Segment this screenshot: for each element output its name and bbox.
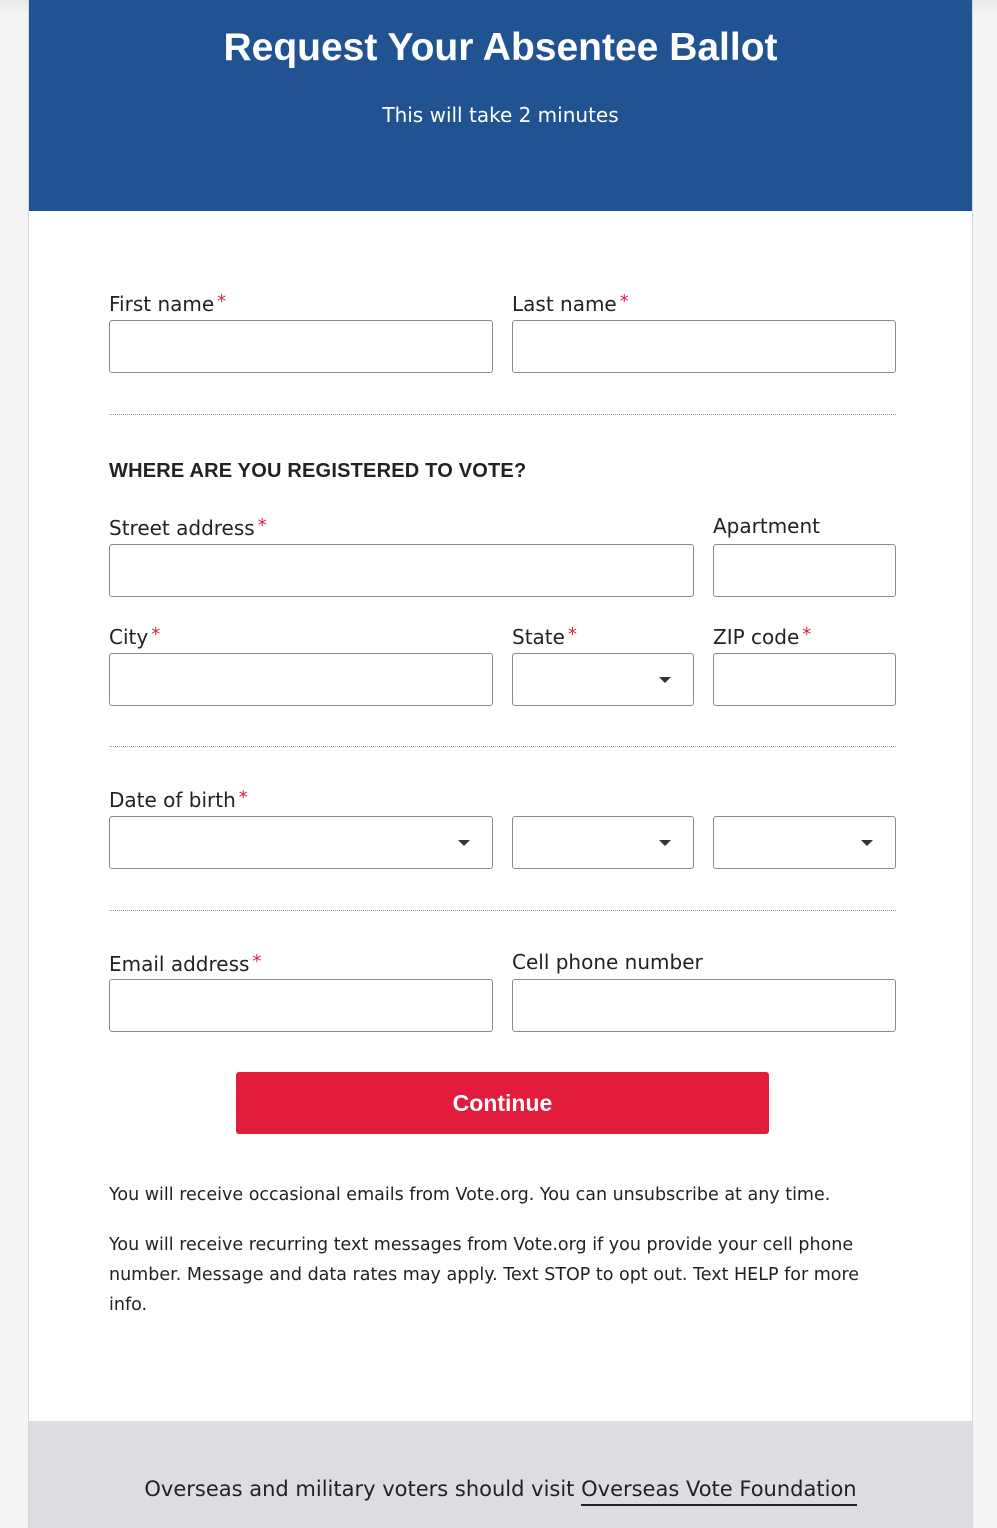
footer xyxy=(29,1421,972,1528)
section-divider xyxy=(109,414,896,415)
zip-code-input[interactable] xyxy=(714,654,895,705)
header-banner xyxy=(29,0,972,211)
ballot-request-card xyxy=(28,0,973,1528)
page-title: Request Your Absentee Ballot xyxy=(223,26,778,69)
last-name-input[interactable] xyxy=(513,321,895,372)
email-field[interactable] xyxy=(109,979,493,1032)
apartment-field[interactable] xyxy=(713,544,896,597)
required-marker: * xyxy=(252,951,262,972)
first-name-input[interactable] xyxy=(110,321,492,372)
apartment-input[interactable] xyxy=(714,545,895,596)
continue-button[interactable]: Continue xyxy=(236,1072,769,1134)
zip-code-label: ZIP code * xyxy=(713,624,812,649)
required-marker: * xyxy=(802,624,812,645)
email-notice: You will receive occasional emails from Vote.org. You can unsubscribe at any time. xyxy=(109,1185,831,1205)
required-marker: * xyxy=(151,624,161,645)
date-of-birth-label: Date of birth * xyxy=(109,787,248,812)
state-select[interactable] xyxy=(512,653,694,706)
caret-down-icon xyxy=(861,840,873,846)
zip-code-field[interactable] xyxy=(713,653,896,706)
street-address-field[interactable] xyxy=(109,544,694,597)
dob-year-select[interactable] xyxy=(713,816,896,869)
city-field[interactable] xyxy=(109,653,493,706)
first-name-label: First name * xyxy=(109,291,227,316)
state-label: State * xyxy=(512,624,577,649)
cell-phone-input[interactable] xyxy=(513,980,895,1031)
apartment-label: Apartment xyxy=(713,514,821,538)
required-marker: * xyxy=(567,624,577,645)
footer-text: Overseas and military voters should visit Overseas Vote Foundation xyxy=(29,1477,972,1501)
cell-phone-field[interactable] xyxy=(512,979,896,1032)
dob-day-select[interactable] xyxy=(512,816,694,869)
first-name-field[interactable] xyxy=(109,320,493,373)
caret-down-icon xyxy=(659,840,671,846)
cell-phone-label: Cell phone number xyxy=(512,950,703,974)
section-divider xyxy=(109,746,896,747)
email-input[interactable] xyxy=(110,980,492,1031)
street-address-label: Street address * xyxy=(109,515,267,540)
page-subtitle: This will take 2 minutes xyxy=(382,103,619,127)
dob-month-select[interactable] xyxy=(109,816,493,869)
caret-down-icon xyxy=(659,677,671,683)
sms-notice: You will receive recurring text messages from Vote.org if you provide your cell phone number. Message and data rates may apply. Text STOP to opt out. Text HELP for more info. xyxy=(109,1235,860,1315)
email-label: Email address * xyxy=(109,951,262,976)
required-marker: * xyxy=(238,787,248,808)
street-address-input[interactable] xyxy=(110,545,693,596)
caret-down-icon xyxy=(458,840,470,846)
address-section-title: WHERE ARE YOU REGISTERED TO VOTE? xyxy=(109,460,527,482)
required-marker: * xyxy=(217,291,227,312)
required-marker: * xyxy=(257,515,267,536)
required-marker: * xyxy=(619,291,629,312)
last-name-field[interactable] xyxy=(512,320,896,373)
section-divider xyxy=(109,910,896,911)
city-input[interactable] xyxy=(110,654,492,705)
overseas-vote-foundation-link[interactable]: Overseas Vote Foundation xyxy=(581,1477,857,1506)
city-label: City * xyxy=(109,624,161,649)
last-name-label: Last name * xyxy=(512,291,629,316)
